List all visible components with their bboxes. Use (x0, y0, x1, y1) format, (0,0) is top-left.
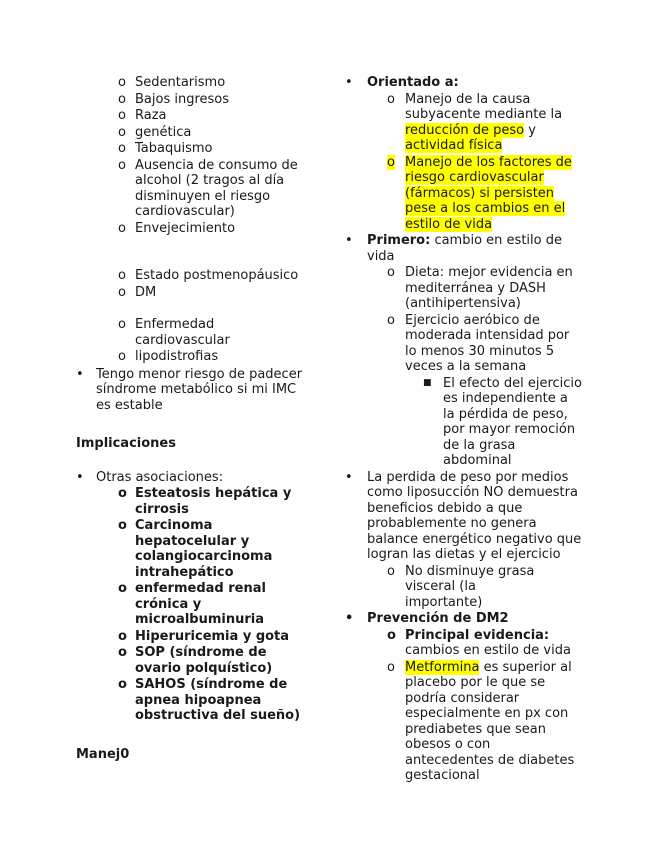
manejo-heading: Manej0 (76, 746, 130, 762)
list-item: o SAHOS (síndrome de apnea hipoapnea obstructiva del sueño) (118, 677, 301, 723)
list-item: o Estado postmenopáusico (118, 268, 299, 283)
list-item: ■ El efecto del ejercicio es independiente a la pérdida de peso, por mayor remoción de la grasa abdominal (423, 375, 582, 468)
list-item: o Dieta: mejor evidencia en mediterránea y DASH (antihipertensiva) (387, 265, 573, 311)
list-item: o Manejo de la causa subyacente mediante la reducción de peso y actividad física (387, 91, 563, 153)
primero-bullet: • Primero: cambio en estilo de vida (345, 233, 562, 264)
list-item: o SOP (síndrome de ovario polquístico) (118, 645, 273, 676)
otras-asociaciones-label: • Otras asociaciones: (76, 469, 224, 485)
list-item: o Carcinoma hepatocelular y colangiocarcinoma intrahepático (118, 518, 273, 580)
right-column (345, 75, 585, 784)
list-item: o enfermedad renal crónica y microalbuminuria (118, 581, 266, 627)
list-item: o Bajos ingresos (118, 91, 230, 107)
list-item: o Ejercicio aeróbico de moderada intensidad por lo menos 30 minutos 5 veces a la semana (387, 312, 570, 374)
list-item: o lipodistrofias (118, 349, 219, 364)
prevencion-bullet: • Prevención de DM2 (345, 611, 509, 626)
list-item: o No disminuye grasa visceral (la importante) (387, 563, 535, 610)
note-bullet: • Tengo menor riesgo de padecer síndrome metabólico si mi IMC es estable (76, 366, 303, 413)
list-item: o Principal evidencia: cambios en estilo de vida (387, 627, 571, 658)
list-item: o Hiperuricemia y gota (118, 628, 290, 644)
associations-list (76, 486, 316, 724)
list-item: o Tabaquismo (118, 141, 213, 156)
list-item: o Raza (118, 108, 167, 123)
list-item: o Manejo de los factores de riesgo cardiovascular (fármacos) si persisten pese a los cambios en el estilo de vida (387, 154, 572, 232)
list-item: o Sedentarismo (118, 75, 226, 90)
list-item: o genética (118, 124, 192, 140)
list-item: o Ausencia de consumo de alcohol (2 tragos al día disminuyen el riesgo cardiovascular) (118, 157, 298, 219)
list-item: o Envejecimiento (118, 220, 236, 236)
list-item: o Esteatosis hepática y cirrosis (118, 486, 292, 517)
orientado-bullet: • Orientado a: (345, 75, 459, 90)
list-item: o Metformina es superior al placebo por le que se podría considerar especialmente en px con prediabetes que sean obesos o con antecedentes de diabetes gestacional (387, 659, 575, 783)
implicaciones-heading: Implicaciones (76, 436, 176, 451)
list-item: o Enfermedad cardiovascular (118, 317, 230, 348)
list-item: o DM (118, 284, 157, 300)
liposuccion-bullet: • La perdida de peso por medios como liposucción NO demuestra beneficios debido a que probablemente no genera balance energético negativo que logran las dietas y el ejercicio (345, 469, 582, 562)
left-column (76, 75, 316, 762)
